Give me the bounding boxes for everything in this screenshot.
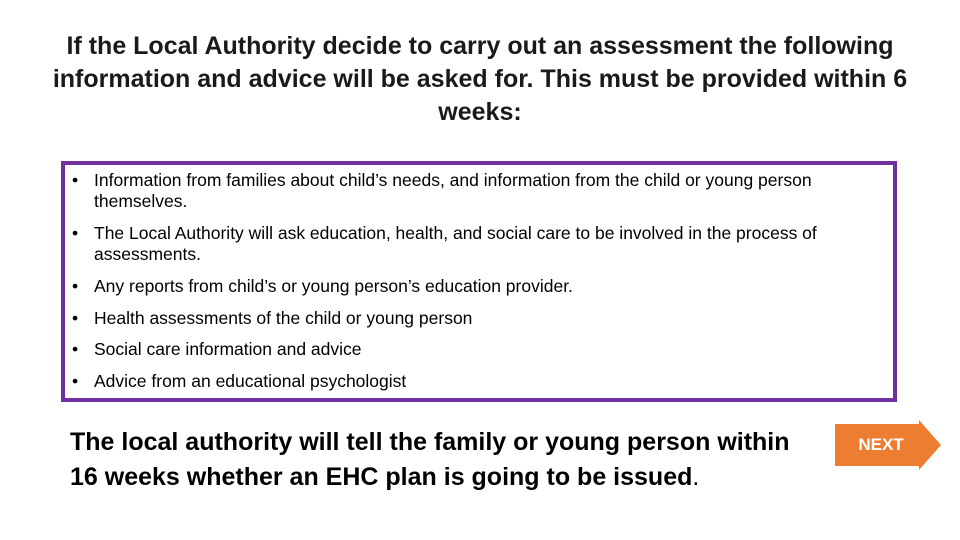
conclusion-text	[70, 425, 810, 495]
list-item-text: Information from families about child’s needs, and information from the child or young person themselves.	[94, 170, 812, 211]
list-item-text: Health assessments of the child or young person	[94, 308, 473, 328]
list-item-text: Social care information and advice	[94, 339, 362, 359]
next-button-label: NEXT	[858, 435, 904, 454]
list-item	[72, 276, 894, 297]
bullet: •	[72, 170, 79, 190]
bullet: •	[72, 371, 79, 391]
assessment-info-box	[61, 161, 897, 402]
slide-title: If the Local Authority decide to carry out an assessment the following information and advice will be asked for. This must be provided within 6 weeks:	[52, 32, 908, 126]
list-item-text: Advice from an educational psychologist	[94, 371, 407, 391]
list-item	[72, 223, 894, 265]
list-item-text: The Local Authority will ask education, health, and social care to be involved in the process of assessments.	[94, 223, 817, 264]
list-item	[72, 371, 894, 392]
bullet: •	[72, 223, 79, 243]
bullet: •	[72, 308, 79, 328]
list-item	[72, 170, 894, 212]
bullet: •	[72, 339, 79, 359]
list-item-text: Any reports from child’s or young person’s education provider.	[94, 276, 573, 296]
list-item	[72, 308, 894, 329]
bullet: •	[72, 276, 79, 296]
list-item	[72, 339, 894, 360]
conclusion-main: The local authority will tell the family or young person within 16 weeks whether an EHC plan is going to be issued	[70, 428, 790, 491]
conclusion-period: .	[692, 463, 700, 491]
next-button[interactable]	[835, 420, 941, 470]
